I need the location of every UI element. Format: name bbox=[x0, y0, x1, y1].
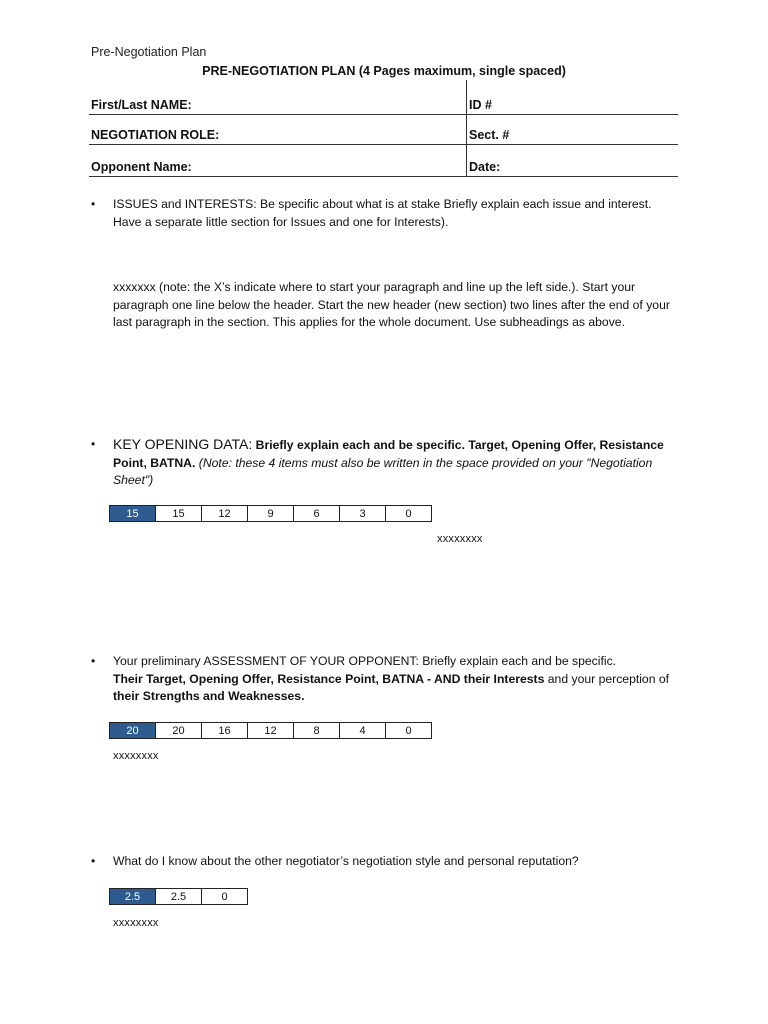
score-cell: 12 bbox=[248, 723, 294, 739]
score-cell: 8 bbox=[294, 723, 340, 739]
score-cell: 20 bbox=[110, 723, 156, 739]
score-cell: 20 bbox=[156, 723, 202, 739]
score-cell: 12 bbox=[202, 506, 248, 522]
assessment-bold-end: their Strengths and Weaknesses. bbox=[113, 689, 305, 703]
assessment-intro: Your preliminary ASSESSMENT OF YOUR OPPONENT: Briefly explain each and be specific. bbox=[113, 654, 617, 668]
name-label: First/Last NAME: bbox=[91, 98, 192, 112]
score-cell: 15 bbox=[156, 506, 202, 522]
rating-scale-style bbox=[109, 888, 248, 905]
score-cell: 16 bbox=[202, 723, 248, 739]
info-row-role bbox=[89, 114, 678, 145]
opening-note: (Note: these 4 items must also be written in the space provided on your "Negotiation Sheet") bbox=[113, 455, 653, 487]
assessment-mid-text: and your perception of bbox=[544, 671, 670, 686]
section-style bbox=[91, 853, 691, 871]
issues-paragraph: xxxxxxx (note: the X’s indicate where to start your paragraph and line up the left side.). Start your paragraph one line below the header. Start the new header (new section) two lines after the end of your last paragraph in the section. This applies for the whole document. Use subheadings as above. bbox=[113, 280, 670, 329]
score-cell: 0 bbox=[202, 889, 248, 905]
assessment-placeholder: xxxxxxxx bbox=[113, 750, 159, 762]
opening-placeholder: xxxxxxxx bbox=[437, 533, 483, 545]
score-cell: 9 bbox=[248, 506, 294, 522]
date-label: Date: bbox=[469, 160, 501, 174]
opening-heading: KEY OPENING DATA: bbox=[113, 436, 253, 452]
assessment-bold-text: Their Target, Opening Offer, Resistance Point, BATNA - AND their Interests bbox=[113, 671, 545, 686]
sect-label: Sect. # bbox=[469, 128, 510, 142]
score-cell: 0 bbox=[386, 506, 432, 522]
bullet: • bbox=[91, 854, 96, 868]
score-cell: 2.5 bbox=[110, 889, 156, 905]
style-text: What do I know about the other negotiator’s negotiation style and personal reputation? bbox=[113, 854, 579, 868]
bullet: • bbox=[91, 437, 96, 451]
score-cell: 15 bbox=[110, 506, 156, 522]
bullet: • bbox=[91, 654, 96, 668]
issues-heading: ISSUES and INTERESTS: bbox=[113, 197, 257, 211]
score-cell: 6 bbox=[294, 506, 340, 522]
info-row-name bbox=[89, 84, 678, 115]
section-issues bbox=[91, 196, 691, 231]
section-opening bbox=[91, 436, 691, 490]
opening-bold-text: Briefly explain each and be specific. Target, Opening Offer, Resistance Point, BATNA. bbox=[113, 438, 664, 470]
score-cell: 0 bbox=[386, 723, 432, 739]
rating-scale-assessment bbox=[109, 722, 432, 739]
section-assessment bbox=[91, 653, 691, 706]
issues-text: Be specific about what is at stake Briefly explain each issue and interest. Have a separate little section for Issues and one for Interests). bbox=[113, 197, 652, 229]
opponent-label: Opponent Name: bbox=[91, 160, 192, 174]
document-title: PRE-NEGOTIATION PLAN (4 Pages maximum, single spaced) bbox=[202, 64, 566, 78]
score-cell: 4 bbox=[340, 723, 386, 739]
score-cell: 2.5 bbox=[156, 889, 202, 905]
info-row-opponent bbox=[89, 146, 678, 177]
rating-scale-opening bbox=[109, 505, 432, 522]
id-label: ID # bbox=[469, 98, 492, 112]
score-cell: 3 bbox=[340, 506, 386, 522]
style-placeholder: xxxxxxxx bbox=[113, 917, 159, 929]
role-label: NEGOTIATION ROLE: bbox=[91, 128, 220, 142]
running-header: Pre-Negotiation Plan bbox=[91, 45, 207, 59]
bullet: • bbox=[91, 197, 96, 211]
